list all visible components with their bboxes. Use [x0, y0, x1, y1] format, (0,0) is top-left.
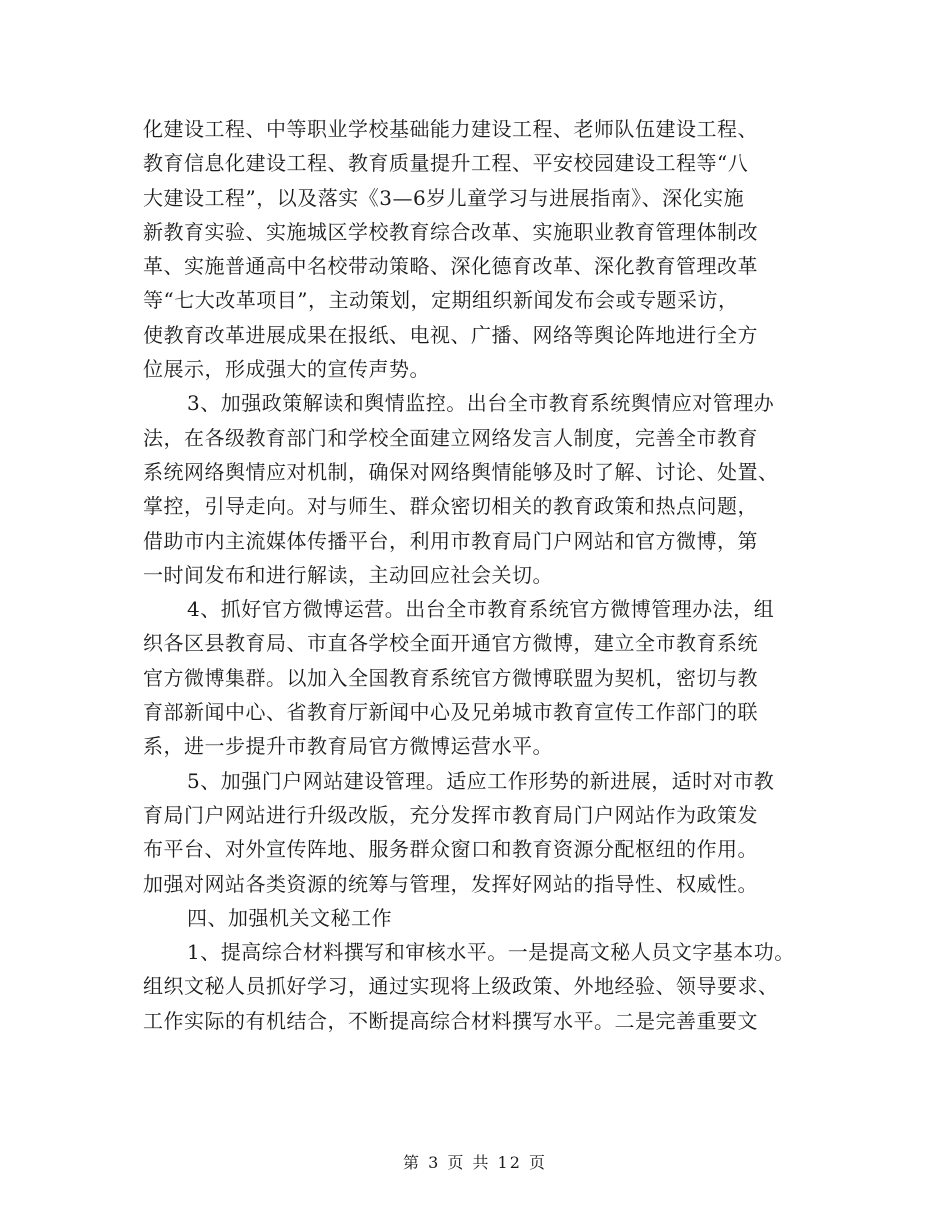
text-line: 大建设工程”，以及落实《3—6岁儿童学习与进展指南》、深化实施 [143, 185, 745, 210]
text-line: 组织文秘人员抓好学习，通过实现将上级政策、外地经验、领导要求、 [143, 974, 779, 999]
paragraph-start-line: 1、提高综合材料撰写和审核水平。一是提高文秘人员文字基本功。 [187, 940, 795, 965]
section-heading: 四、加强机关文秘工作 [187, 905, 392, 930]
text-line: 加强对网站各类资源的统筹与管理，发挥好网站的指导性、权威性。 [143, 871, 758, 896]
text-line: 等“七大改革项目”，主动策划，定期组织新闻发布会或专题采访， [143, 288, 739, 313]
text-line: 系统网络舆情应对机制，确保对网络舆情能够及时了解、讨论、处置、 [143, 459, 779, 484]
text-line: 一时间发布和进行解读，主动回应社会关切。 [143, 562, 553, 587]
text-line: 法，在各级教育部门和学校全面建立网络发言人制度，完善全市教育 [143, 425, 758, 450]
text-line: 教育信息化建设工程、教育质量提升工程、平安校园建设工程等“八 [143, 151, 749, 176]
text-line: 织各区县教育局、市直各学校全面开通官方微博，建立全市教育系统 [143, 631, 758, 656]
paragraph-start-line: 4、抓好官方微博运营。出台全市教育系统官方微博管理办法，组 [187, 597, 775, 622]
text-line: 育部新闻中心、省教育厅新闻中心及兄弟城市教育宣传工作部门的联 [143, 700, 758, 725]
text-line: 工作实际的有机结合，不断提高综合材料撰写水平。二是完善重要文 [143, 1008, 758, 1033]
text-line: 位展示，形成强大的宣传声势。 [143, 357, 430, 382]
document-body [143, 112, 823, 1038]
text-line: 借助市内主流媒体传播平台，利用市教育局门户网站和官方微博，第 [143, 528, 758, 553]
text-line: 官方微博集群。以加入全国教育系统官方微博联盟为契机，密切与教 [143, 665, 758, 690]
text-line: 革、实施普通高中名校带动策略、深化德育改革、深化教育管理改革 [143, 254, 758, 279]
text-line: 使教育改革进展成果在报纸、电视、广播、网络等舆论阵地进行全方 [143, 322, 758, 347]
paragraph-start-line: 5、加强门户网站建设管理。适应工作形势的新进展，适时对市教 [187, 768, 775, 793]
text-line: 化建设工程、中等职业学校基础能力建设工程、老师队伍建设工程、 [143, 117, 758, 141]
paragraph-start-line: 3、加强政策解读和舆情监控。出台全市教育系统舆情应对管理办 [187, 391, 775, 416]
page-number-footer: 第 3 页 共 12 页 [403, 1153, 547, 1172]
text-line: 育局门户网站进行升级改版，充分发挥市教育局门户网站作为政策发 [143, 802, 758, 827]
text-line: 掌控，引导走向。对与师生、群众密切相关的教育政策和热点问题， [143, 494, 758, 519]
text-line: 新教育实验、实施城区学校教育综合改革、实施职业教育管理体制改 [143, 219, 758, 244]
text-line: 系，进一步提升市教育局官方微博运营水平。 [143, 734, 553, 759]
text-line: 布平台、对外宣传阵地、服务群众窗口和教育资源分配枢纽的作用。 [143, 837, 758, 862]
